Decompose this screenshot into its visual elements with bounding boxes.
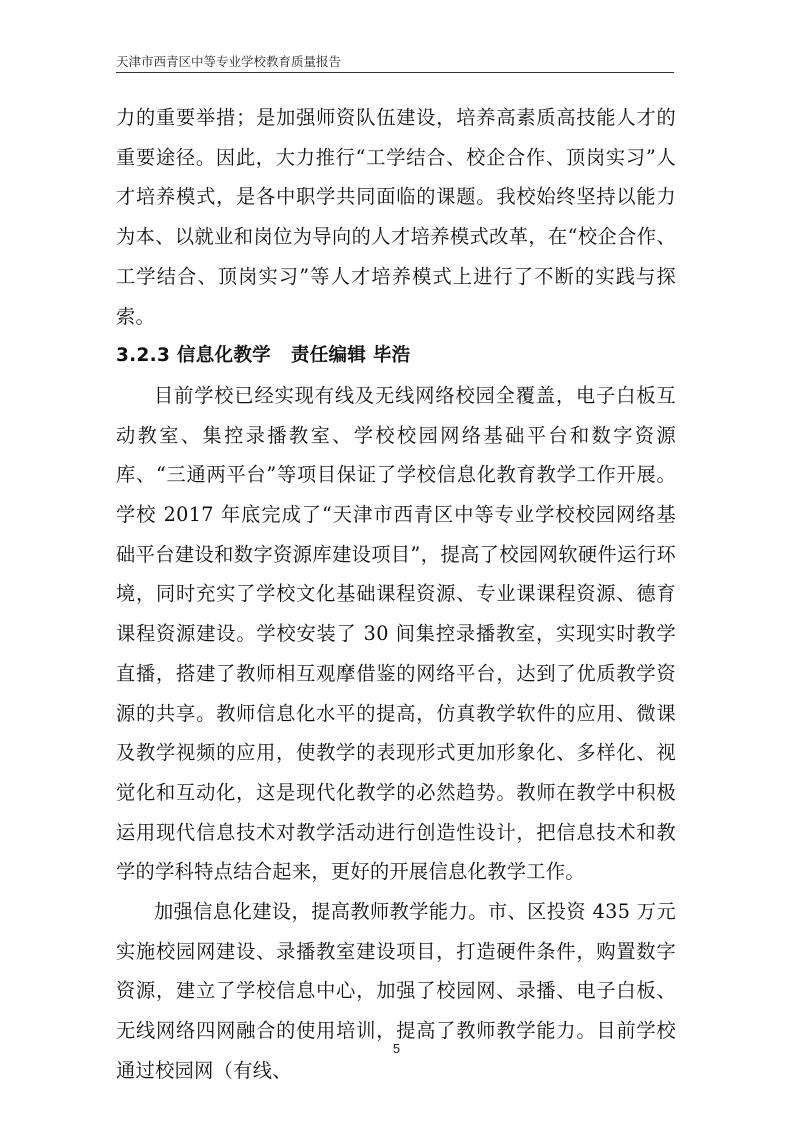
section-editor: 责任编辑 毕浩 xyxy=(290,345,411,367)
paragraph-investment: 加强信息化建设，提高教师教学能力。市、区投资 435 万元实施校园网建设、录播教室建设项目，打造硬件条件，购置数字资源，建立了学校信息中心，加强了校园网、录播、电子白板、无线网络四网融合的使用培训，提高了教师教学能力。目前学校通过校园网（有线、 xyxy=(116,900,676,1082)
paragraph-informatization: 目前学校已经实现有线及无线网络校园全覆盖，电子白板互动教室、集控录播教室、学校校园网络基础平台和数字资源库、“三通两平台”等项目保证了学校信息化教育教学工作开展。学校 2017 年底完成了“天津市西青区中等专业学校校园网络基础平台建设和数字资源库建设项目”，提高了校园网软硬件运行环境，同时充实了学校文化基础课程资源、专业课课程资源、德育课程资源建设。学校安装了 30 间集控录播教室，实现实时教学直播，搭建了教师相互观摩借鉴的网络平台，达到了优质教学资源的共享。教师信息化水平的提高，仿真教学软件的应用、微课及教学视频的应用，使教学的表现形式更加形象化、多样化、视觉化和互动化，这是现代化教学的必然趋势。教师在教学中积极运用现代信息技术对教学活动进行创造性设计，把信息技术和教学的学科特点结合起来，更好的开展信息化教学工作。 xyxy=(116,383,676,884)
section-number-title: 3.2.3 信息化教学 xyxy=(116,345,271,367)
page-number: 5 xyxy=(392,1041,401,1056)
paragraph-continued: 力的重要举措；是加强师资队伍建设，培养高素质高技能人才的重要途径。因此，大力推行“工学结合、校企合作、顶岗实习”人才培养模式，是各中职学共同面临的课题。我校始终坚持以能力为本、以就业和岗位为导向的人才培养模式改革，在“校企合作、工学结合、顶岗实习”等人才培养模式上进行了不断的实践与探索。 xyxy=(116,106,676,328)
header-divider xyxy=(116,72,674,73)
running-header: 天津市西青区中等专业学校教育质量报告 xyxy=(116,54,342,69)
section-heading xyxy=(116,336,676,376)
document-body xyxy=(116,98,676,1091)
